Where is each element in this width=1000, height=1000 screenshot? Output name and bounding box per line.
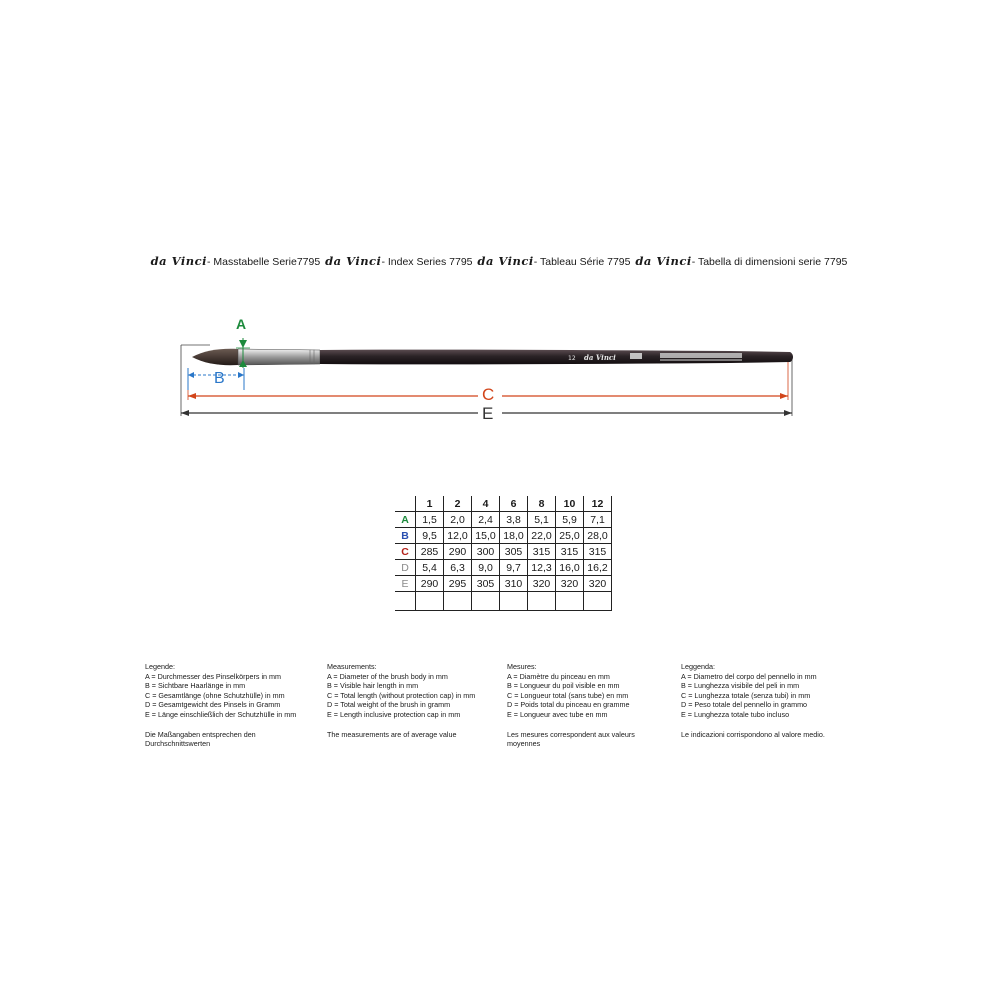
table-cell: 5,1 <box>528 512 556 528</box>
legend-line: E = Lunghezza totale tubo incluso <box>681 709 790 719</box>
header-title-fr: - Tableau Série 7795 <box>533 256 631 268</box>
table-cell: 320 <box>584 576 612 592</box>
table-cell: 16,2 <box>584 560 612 576</box>
legend-line: A = Durchmesser des Pinselkörpers in mm <box>145 671 282 681</box>
size-header: 4 <box>472 496 500 512</box>
legend-title: Legende: <box>145 662 175 671</box>
table-row <box>395 512 612 528</box>
legend-line: B = Sichtbare Haarlänge in mm <box>145 681 246 691</box>
table-cell: 6,3 <box>444 560 472 576</box>
legend-line: E = Länge einschließlich der Schutzhülle in mm <box>145 709 297 719</box>
table-cell: 315 <box>584 544 612 560</box>
table-cell: 320 <box>556 576 584 592</box>
table-cell: 290 <box>416 576 444 592</box>
size-header: 1 <box>416 496 444 512</box>
table-cell: 9,5 <box>416 528 444 544</box>
table-cell: 300 <box>472 544 500 560</box>
legend-line: D = Peso totale del pennello in grammo <box>681 700 808 710</box>
legend-line: D = Poids total du pinceau en gramme <box>507 700 630 710</box>
table-row <box>395 528 612 544</box>
size-header-row <box>395 496 612 512</box>
legend-line: D = Gesamtgewicht des Pinsels in Gramm <box>145 700 281 710</box>
legend-french <box>507 662 685 749</box>
table-cell: 28,0 <box>584 528 612 544</box>
legend-note: The measurements are of average value <box>327 729 457 739</box>
row-label: B <box>395 528 416 544</box>
dimension-label-b: B <box>214 370 225 387</box>
row-label: C <box>395 544 416 560</box>
table-cell: 12,0 <box>444 528 472 544</box>
size-header: 12 <box>584 496 612 512</box>
legend-line: C = Total length (without protection cap) in mm <box>327 690 476 700</box>
legend-line: A = Diamètre du pinceau en mm <box>507 671 610 681</box>
header-title-de: - Masstabelle Serie7795 <box>206 256 321 268</box>
table-cell: 305 <box>472 576 500 592</box>
legend-line: B = Visible hair length in mm <box>327 681 419 691</box>
handle-brand-imprint: da Vinci <box>584 353 616 362</box>
brush-hair <box>192 349 238 365</box>
handle-barcode <box>660 353 742 358</box>
page-header <box>0 254 1000 268</box>
row-label: A <box>395 512 416 528</box>
legend-line: C = Lunghezza totale (senza tubi) in mm <box>681 690 811 700</box>
legend-note: Le indicazioni corrispondono al valore medio. <box>681 729 825 739</box>
table-cell: 285 <box>416 544 444 560</box>
table-row <box>395 560 612 576</box>
legend-line: D = Total weight of the brush in gramm <box>327 700 451 710</box>
legend-german <box>145 662 323 749</box>
table-cell: 12,3 <box>528 560 556 576</box>
row-label: E <box>395 576 416 592</box>
legend-line: A = Diameter of the brush body in mm <box>327 671 448 681</box>
table-cell: 7,1 <box>584 512 612 528</box>
table-cell: 9,0 <box>472 560 500 576</box>
table-cell: 16,0 <box>556 560 584 576</box>
row-label: D <box>395 560 416 576</box>
table-cell: 310 <box>500 576 528 592</box>
handle-size-imprint: 12 <box>568 355 576 362</box>
table-cell: 320 <box>528 576 556 592</box>
legend-italian <box>681 662 859 739</box>
table-cell: 5,9 <box>556 512 584 528</box>
brand-logo: da Vinci <box>477 254 534 268</box>
legend-line: B = Lunghezza visibile del peli in mm <box>681 681 800 691</box>
table-cell: 25,0 <box>556 528 584 544</box>
table-row <box>395 544 612 560</box>
table-cell: 9,7 <box>500 560 528 576</box>
legend-line: A = Diametro del corpo del pennello in mm <box>681 671 817 681</box>
legend-line: E = Longueur avec tube en mm <box>507 709 608 719</box>
table-row-empty <box>395 592 612 611</box>
legend-note: Die Maßangaben entsprechen den Durchschnittswerten <box>145 729 256 749</box>
size-header: 10 <box>556 496 584 512</box>
brand-logo: da Vinci <box>325 254 382 268</box>
header-title-en: - Index Series 7795 <box>381 256 473 268</box>
brand-logo: da Vinci <box>150 254 207 268</box>
legend-line: C = Gesamtlänge (ohne Schutzhülle) in mm <box>145 690 285 700</box>
legend-line: B = Longueur du poil visible en mm <box>507 681 620 691</box>
table-cell: 18,0 <box>500 528 528 544</box>
dimension-label-a: A <box>236 316 247 332</box>
dimension-label-e: E <box>482 404 494 423</box>
table-cell: 305 <box>500 544 528 560</box>
size-header: 8 <box>528 496 556 512</box>
table-cell: 15,0 <box>472 528 500 544</box>
table-row <box>395 576 612 592</box>
table-cell: 290 <box>444 544 472 560</box>
size-header: 2 <box>444 496 472 512</box>
table-cell: 315 <box>528 544 556 560</box>
table-cell: 315 <box>556 544 584 560</box>
legend-title: Leggenda: <box>681 662 715 671</box>
legend-title: Mesures: <box>507 662 537 671</box>
table-cell: 295 <box>444 576 472 592</box>
table-cell: 2,4 <box>472 512 500 528</box>
header-title-it: - Tabella di dimensioni serie 7795 <box>691 256 848 268</box>
brush-diagram <box>170 310 810 425</box>
legend-line: E = Length inclusive protection cap in mm <box>327 709 461 719</box>
table-cell: 1,5 <box>416 512 444 528</box>
table-cell: 22,0 <box>528 528 556 544</box>
legend-note: Les mesures correspondent aux valeurs moyennes <box>507 729 635 749</box>
size-header: 6 <box>500 496 528 512</box>
brand-logo: da Vinci <box>635 254 692 268</box>
legend-title: Measurements: <box>327 662 377 671</box>
dimension-label-c: C <box>482 385 495 404</box>
legend-line: C = Longueur total (sans tube) en mm <box>507 690 629 700</box>
table-cell: 5,4 <box>416 560 444 576</box>
table-cell: 2,0 <box>444 512 472 528</box>
brush-ferrule <box>238 349 320 365</box>
table-cell: 3,8 <box>500 512 528 528</box>
legend-english <box>327 662 505 739</box>
size-table <box>395 496 612 611</box>
